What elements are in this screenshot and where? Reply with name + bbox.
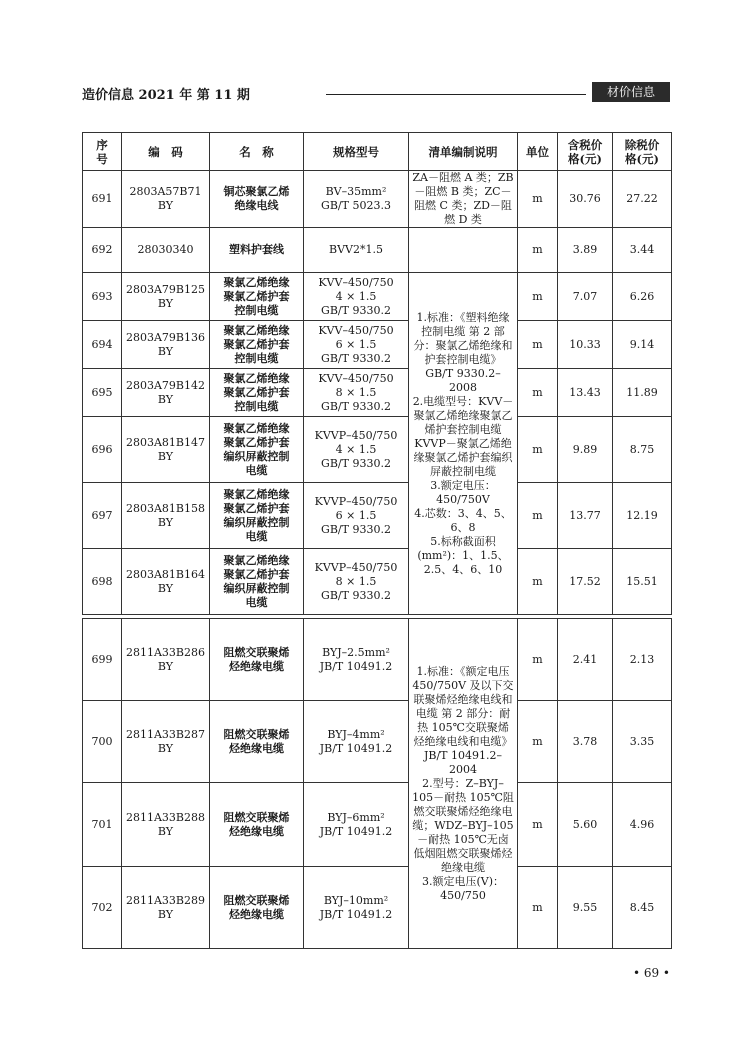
- table-row: [83, 273, 672, 321]
- col-header-code: 编 码: [122, 133, 210, 171]
- cell-price-notax: 15.51: [613, 549, 672, 615]
- page-number: • 69 •: [632, 966, 670, 980]
- cell-spec: BYJ–10mm² JB/T 10491.2: [304, 867, 409, 949]
- cell-code: 2803A81B158 BY: [122, 483, 210, 549]
- cell-price-tax: 10.33: [558, 321, 613, 369]
- cell-unit: m: [518, 228, 558, 273]
- cell-seq: 695: [83, 369, 122, 417]
- materials-price-table-byj: [82, 618, 672, 949]
- cell-seq: 697: [83, 483, 122, 549]
- cell-price-tax: 2.41: [558, 619, 613, 701]
- cell-spec: KVVP–450/750 6 × 1.5 GB/T 9330.2: [304, 483, 409, 549]
- cell-seq: 700: [83, 701, 122, 783]
- cell-unit: m: [518, 417, 558, 483]
- cell-unit: m: [518, 867, 558, 949]
- cell-unit: m: [518, 273, 558, 321]
- cell-unit: m: [518, 549, 558, 615]
- cell-code: 2811A33B287 BY: [122, 701, 210, 783]
- cell-seq: 691: [83, 171, 122, 228]
- col-header-price-notax: 除税价 格(元): [613, 133, 672, 171]
- cell-price-notax: 3.44: [613, 228, 672, 273]
- cell-price-tax: 13.43: [558, 369, 613, 417]
- cell-unit: m: [518, 701, 558, 783]
- cell-price-tax: 9.89: [558, 417, 613, 483]
- cell-seq: 699: [83, 619, 122, 701]
- cell-price-notax: 8.45: [613, 867, 672, 949]
- cell-price-tax: 9.55: [558, 867, 613, 949]
- cell-price-tax: 17.52: [558, 549, 613, 615]
- cell-seq: 692: [83, 228, 122, 273]
- cell-spec: KVVP–450/750 8 × 1.5 GB/T 9330.2: [304, 549, 409, 615]
- cell-spec: KVV–450/750 8 × 1.5 GB/T 9330.2: [304, 369, 409, 417]
- table-row: [83, 783, 672, 867]
- cell-code: 2803A79B136 BY: [122, 321, 210, 369]
- cell-spec: KVV–450/750 4 × 1.5 GB/T 9330.2: [304, 273, 409, 321]
- cell-unit: m: [518, 783, 558, 867]
- cell-notes: [409, 228, 518, 273]
- cell-price-notax: 11.89: [613, 369, 672, 417]
- table-row: [83, 228, 672, 273]
- cell-spec: BYJ–6mm² JB/T 10491.2: [304, 783, 409, 867]
- cell-code: 2803A79B142 BY: [122, 369, 210, 417]
- header-rule: [326, 94, 586, 95]
- cell-code: 2803A57B71 BY: [122, 171, 210, 228]
- cell-name: 阻燃交联聚烯 烃绝缘电缆: [210, 701, 304, 783]
- cell-unit: m: [518, 483, 558, 549]
- cell-seq: 693: [83, 273, 122, 321]
- cell-name: 阻燃交联聚烯 烃绝缘电缆: [210, 783, 304, 867]
- cell-price-tax: 13.77: [558, 483, 613, 549]
- cell-seq: 702: [83, 867, 122, 949]
- table-row: [83, 483, 672, 549]
- cell-unit: m: [518, 171, 558, 228]
- cell-spec: BV–35mm² GB/T 5023.3: [304, 171, 409, 228]
- cell-price-notax: 3.35: [613, 701, 672, 783]
- table-row: [83, 321, 672, 369]
- cell-code: 2811A33B288 BY: [122, 783, 210, 867]
- cell-seq: 698: [83, 549, 122, 615]
- cell-name: 阻燃交联聚烯 烃绝缘电缆: [210, 619, 304, 701]
- col-header-price-tax: 含税价 格(元): [558, 133, 613, 171]
- table-row: [83, 171, 672, 228]
- cell-code: 2811A33B289 BY: [122, 867, 210, 949]
- cell-notes: ZA－阻燃 A 类；ZB－阻燃 B 类；ZC－阻燃 C 类；ZD－阻燃 D 类: [409, 171, 518, 228]
- publication-title: 造价信息 2021 年 第 11 期: [82, 88, 250, 103]
- table-row: [83, 369, 672, 417]
- col-header-name: 名 称: [210, 133, 304, 171]
- col-header-notes: 清单编制说明: [409, 133, 518, 171]
- col-header-unit: 单位: [518, 133, 558, 171]
- cell-price-tax: 30.76: [558, 171, 613, 228]
- cell-spec: KVVP–450/750 4 × 1.5 GB/T 9330.2: [304, 417, 409, 483]
- cell-notes-group-byj: 1.标准：《额定电压450/750V 及以下交联聚烯烃绝缘电线和电缆 第 2 部分：耐热 105℃交联聚烯烃绝缘电线和电缆》JB/T 10491.2–2004 2.型号：Z–BYJ–105－耐热 105℃阻燃交联聚烯烃绝缘电缆；WDZ–BYJ–105－耐热 105℃无卤低烟阻燃交联聚烯烃绝缘电缆 3.额定电压(V)：450/750: [409, 619, 518, 949]
- cell-unit: m: [518, 619, 558, 701]
- cell-code: 2803A81B147 BY: [122, 417, 210, 483]
- table-row: [83, 619, 672, 701]
- table-header-row: [83, 133, 672, 171]
- cell-name: 阻燃交联聚烯 烃绝缘电缆: [210, 867, 304, 949]
- cell-price-tax: 3.78: [558, 701, 613, 783]
- table-row: [83, 867, 672, 949]
- cell-price-notax: 6.26: [613, 273, 672, 321]
- cell-price-tax: 7.07: [558, 273, 613, 321]
- cell-price-notax: 12.19: [613, 483, 672, 549]
- cell-code: 28030340: [122, 228, 210, 273]
- col-header-spec: 规格型号: [304, 133, 409, 171]
- cell-name: 聚氯乙烯绝缘 聚氯乙烯护套 控制电缆: [210, 369, 304, 417]
- table-row: [83, 701, 672, 783]
- cell-seq: 696: [83, 417, 122, 483]
- section-tag: 材价信息: [592, 82, 670, 102]
- cell-spec: KVV–450/750 6 × 1.5 GB/T 9330.2: [304, 321, 409, 369]
- cell-unit: m: [518, 321, 558, 369]
- table-row: [83, 417, 672, 483]
- cell-name: 塑料护套线: [210, 228, 304, 273]
- cell-price-notax: 4.96: [613, 783, 672, 867]
- table-row: [83, 549, 672, 615]
- cell-seq: 694: [83, 321, 122, 369]
- cell-name: 聚氯乙烯绝缘 聚氯乙烯护套 编织屏蔽控制 电缆: [210, 483, 304, 549]
- col-header-seq: 序 号: [83, 133, 122, 171]
- cell-name: 聚氯乙烯绝缘 聚氯乙烯护套 控制电缆: [210, 273, 304, 321]
- page-header: [82, 80, 670, 106]
- cell-unit: m: [518, 369, 558, 417]
- cell-price-tax: 3.89: [558, 228, 613, 273]
- cell-name: 聚氯乙烯绝缘 聚氯乙烯护套 编织屏蔽控制 电缆: [210, 549, 304, 615]
- cell-spec: BYJ–4mm² JB/T 10491.2: [304, 701, 409, 783]
- cell-notes-group-kvv: 1.标准：《塑料绝缘控制电缆 第 2 部分：聚氯乙烯绝缘和护套控制电缆》GB/T 9330.2–2008 2.电缆型号：KVV－聚氯乙烯绝缘聚氯乙烯护套控制电缆 KVVP－聚氯乙烯绝缘聚氯乙烯护套编织屏蔽控制电缆 3.额定电压：450/750V 4.芯数：3、4、5、6、8 5.标称截面积(mm²)：1、1.5、2.5、4、6、10: [409, 273, 518, 615]
- cell-price-notax: 9.14: [613, 321, 672, 369]
- cell-spec: BYJ–2.5mm² JB/T 10491.2: [304, 619, 409, 701]
- cell-price-tax: 5.60: [558, 783, 613, 867]
- cell-price-notax: 2.13: [613, 619, 672, 701]
- cell-price-notax: 27.22: [613, 171, 672, 228]
- cell-name: 铜芯聚氯乙烯 绝缘电线: [210, 171, 304, 228]
- cell-spec: BVV2*1.5: [304, 228, 409, 273]
- cell-code: 2803A79B125 BY: [122, 273, 210, 321]
- cell-name: 聚氯乙烯绝缘 聚氯乙烯护套 控制电缆: [210, 321, 304, 369]
- cell-seq: 701: [83, 783, 122, 867]
- cell-code: 2811A33B286 BY: [122, 619, 210, 701]
- cell-name: 聚氯乙烯绝缘 聚氯乙烯护套 编织屏蔽控制 电缆: [210, 417, 304, 483]
- materials-price-table: [82, 132, 672, 615]
- cell-code: 2803A81B164 BY: [122, 549, 210, 615]
- cell-price-notax: 8.75: [613, 417, 672, 483]
